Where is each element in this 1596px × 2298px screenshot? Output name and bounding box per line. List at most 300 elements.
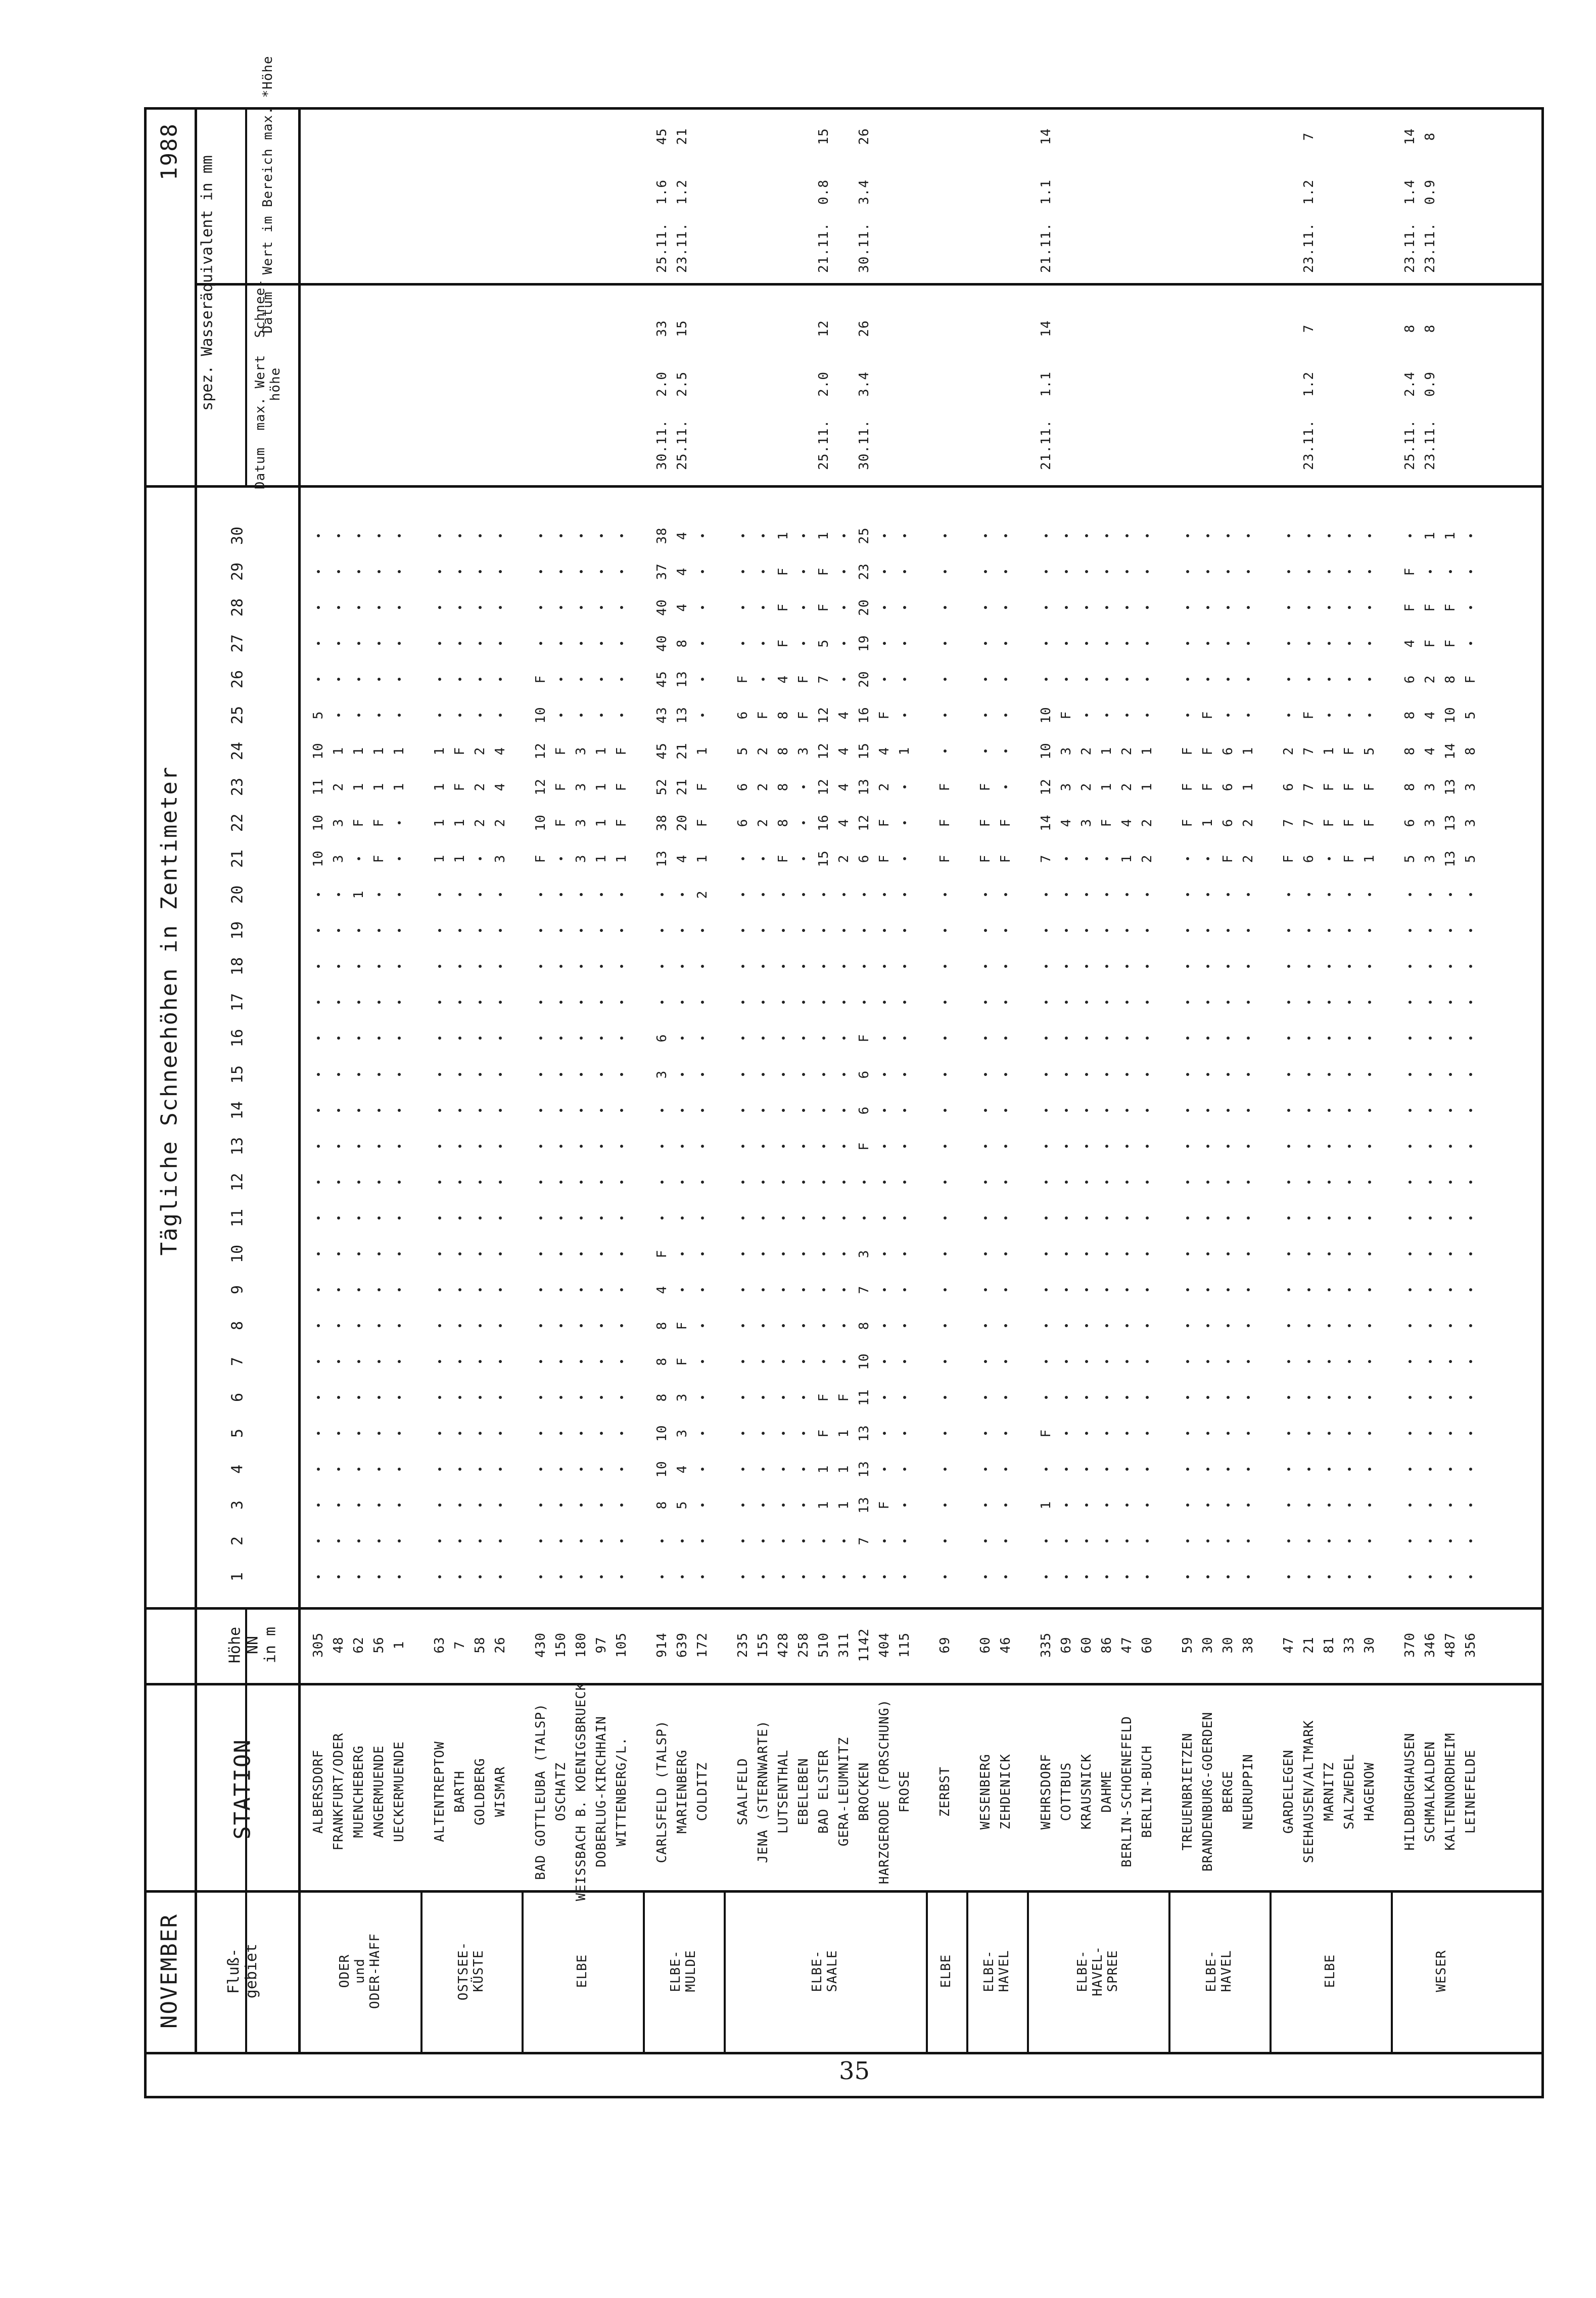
empty-day-marker (1227, 570, 1230, 573)
station-name: WISMAR (493, 1766, 508, 1817)
daily-value: F (978, 818, 993, 827)
grid-line-vertical (195, 107, 197, 2053)
empty-day-marker (337, 1432, 340, 1435)
station-name: UECKERMUENDE (392, 1741, 407, 1842)
empty-day-marker (580, 1324, 583, 1327)
empty-day-marker (762, 1324, 765, 1327)
empty-day-marker (357, 1181, 360, 1184)
empty-day-marker (337, 1324, 340, 1327)
empty-day-marker (600, 1360, 603, 1363)
empty-day-marker (762, 1539, 765, 1542)
empty-day-marker (458, 1432, 461, 1435)
daily-value: 40 (654, 635, 670, 652)
empty-day-marker (1449, 1145, 1452, 1148)
empty-day-marker (479, 1468, 482, 1471)
empty-day-marker (1227, 1216, 1230, 1220)
empty-day-marker (1307, 1539, 1310, 1542)
empty-day-marker (782, 1288, 785, 1291)
daily-value: 2 (473, 746, 488, 756)
daily-value: F (533, 675, 548, 684)
empty-day-marker (1348, 1432, 1351, 1435)
empty-day-marker (438, 1216, 441, 1220)
empty-day-marker (681, 1216, 684, 1220)
empty-day-marker (580, 1252, 583, 1255)
empty-day-marker (944, 1468, 947, 1471)
empty-day-marker (701, 1181, 704, 1184)
daily-value: 6 (1402, 675, 1418, 684)
daily-value: 12 (533, 778, 548, 795)
station-height: 30 (1200, 1636, 1215, 1654)
daily-value: 6 (1221, 782, 1236, 791)
empty-day-marker (1328, 570, 1331, 573)
empty-day-marker (479, 1109, 482, 1112)
empty-day-marker (337, 570, 340, 573)
daily-value: 40 (654, 599, 670, 616)
station-name: MARIENBERG (675, 1749, 690, 1834)
swe-max-value: 1.1 (1039, 371, 1054, 397)
daily-value: F (877, 854, 892, 863)
swe-max-value: 3.4 (857, 371, 872, 397)
empty-day-marker (337, 1288, 340, 1291)
daily-value: 2 (836, 854, 852, 863)
empty-day-marker (620, 1145, 623, 1148)
daily-value: 8 (1402, 746, 1418, 756)
empty-day-marker (883, 1252, 886, 1255)
empty-day-marker (600, 1539, 603, 1542)
daily-value: F (1301, 711, 1317, 720)
empty-day-marker (741, 1252, 744, 1255)
station-name: BERGE (1221, 1770, 1236, 1813)
station-height: 370 (1402, 1632, 1418, 1658)
empty-day-marker (802, 1539, 805, 1542)
empty-day-marker (539, 1181, 542, 1184)
empty-day-marker (661, 1216, 664, 1220)
empty-day-marker (741, 1073, 744, 1076)
grid-line-vertical (245, 107, 247, 485)
station-name: KALTENNORDHEIM (1443, 1732, 1458, 1851)
empty-day-marker (681, 1288, 684, 1291)
daily-value: F (1443, 603, 1458, 612)
empty-day-marker (357, 1073, 360, 1076)
daily-value: 4 (1423, 746, 1438, 756)
daily-value: 2 (1119, 782, 1135, 791)
day-header-9: 9 (228, 1285, 247, 1294)
empty-day-marker (620, 1216, 623, 1220)
station-name: BROCKEN (857, 1762, 872, 1821)
daily-value: 6 (1402, 818, 1418, 827)
daily-value: F (816, 1429, 831, 1438)
empty-day-marker (762, 1504, 765, 1507)
empty-day-marker (1469, 1324, 1472, 1327)
empty-day-marker (1206, 1468, 1209, 1471)
daily-value: 1 (594, 746, 609, 756)
empty-day-marker (802, 1360, 805, 1363)
grid-line-horizontal (195, 283, 1544, 286)
swe-range-value: 1.6 (654, 179, 670, 205)
empty-day-marker (458, 1109, 461, 1112)
swe-range-value: 1.2 (675, 179, 690, 205)
empty-day-marker (681, 1181, 684, 1184)
empty-day-marker (479, 570, 482, 573)
empty-day-marker (1146, 1575, 1149, 1578)
empty-day-marker (378, 570, 381, 573)
empty-day-marker (762, 1109, 765, 1112)
empty-day-marker (1186, 1288, 1189, 1291)
station-height: 30 (1362, 1636, 1377, 1654)
daily-value: F (553, 746, 569, 756)
empty-day-marker (1186, 1252, 1189, 1255)
daily-value: F (1099, 818, 1114, 827)
empty-day-marker (984, 1324, 987, 1327)
station-height: 155 (756, 1632, 771, 1658)
empty-day-marker (1105, 1073, 1108, 1076)
day-header-16: 16 (228, 1029, 247, 1048)
daily-value: 4 (836, 711, 852, 720)
empty-day-marker (378, 1396, 381, 1399)
empty-day-marker (1146, 1145, 1149, 1148)
station-height: 63 (432, 1636, 447, 1654)
swe-range-date: 21.11. (816, 222, 831, 273)
empty-day-marker (580, 1109, 583, 1112)
daily-value: F (452, 782, 467, 791)
empty-day-marker (600, 1504, 603, 1507)
empty-day-marker (842, 1109, 846, 1112)
empty-day-marker (600, 1073, 603, 1076)
empty-day-marker (1287, 1360, 1290, 1363)
empty-day-marker (1368, 1360, 1371, 1363)
daily-value: F (776, 639, 791, 648)
empty-day-marker (1328, 1575, 1331, 1578)
empty-day-marker (317, 1360, 320, 1363)
empty-day-marker (1227, 1109, 1230, 1112)
empty-day-marker (499, 1504, 502, 1507)
empty-day-marker (984, 1145, 987, 1148)
empty-day-marker (802, 1468, 805, 1471)
empty-day-marker (1186, 1360, 1189, 1363)
daily-value: 10 (311, 850, 326, 867)
empty-day-marker (762, 1468, 765, 1471)
empty-day-marker (1146, 1504, 1149, 1507)
empty-day-marker (1328, 1432, 1331, 1435)
empty-day-marker (1307, 1252, 1310, 1255)
swe-max-value: 1.2 (1301, 371, 1317, 397)
daily-value: F (553, 818, 569, 827)
empty-day-marker (782, 1468, 785, 1471)
daily-value: 1 (816, 1500, 831, 1510)
empty-day-marker (1105, 1145, 1108, 1148)
empty-day-marker (600, 1216, 603, 1220)
empty-day-marker (1105, 1216, 1108, 1220)
empty-day-marker (398, 1432, 401, 1435)
daily-value: 10 (857, 1353, 872, 1370)
empty-day-marker (944, 1252, 947, 1255)
daily-value: 13 (675, 671, 690, 688)
empty-day-marker (479, 1432, 482, 1435)
empty-day-marker (1206, 1181, 1209, 1184)
empty-day-marker (1105, 1504, 1108, 1507)
empty-day-marker (499, 1539, 502, 1542)
empty-day-marker (580, 1504, 583, 1507)
empty-day-marker (559, 1145, 562, 1148)
empty-day-marker (782, 1145, 785, 1148)
empty-day-marker (762, 1360, 765, 1363)
empty-day-marker (1429, 570, 1432, 573)
empty-day-marker (398, 1288, 401, 1291)
empty-day-marker (438, 1324, 441, 1327)
station-header: STATION (229, 1739, 256, 1840)
daily-value: 3 (574, 782, 589, 791)
swe-range-snow: 14 (1039, 128, 1054, 145)
empty-day-marker (1186, 1145, 1189, 1148)
empty-day-marker (559, 1109, 562, 1112)
empty-day-marker (1287, 1288, 1290, 1291)
empty-day-marker (701, 1324, 704, 1327)
empty-day-marker (782, 1109, 785, 1112)
empty-day-marker (802, 1252, 805, 1255)
empty-day-marker (378, 1288, 381, 1291)
empty-day-marker (822, 1360, 825, 1363)
empty-day-marker (1146, 1539, 1149, 1542)
empty-day-marker (1328, 1468, 1331, 1471)
daily-value: 4 (877, 746, 892, 756)
daily-value: 8 (776, 782, 791, 791)
basin-name: ELBE- MULDE (668, 1950, 698, 1992)
empty-day-marker (559, 1504, 562, 1507)
station-height: 487 (1443, 1632, 1458, 1658)
empty-day-marker (580, 1073, 583, 1076)
empty-day-marker (944, 534, 947, 537)
empty-day-marker (539, 570, 542, 573)
empty-day-marker (580, 1288, 583, 1291)
daily-value: F (776, 854, 791, 863)
empty-day-marker (438, 1109, 441, 1112)
empty-day-marker (620, 1324, 623, 1327)
daily-value: F (1180, 818, 1195, 827)
daily-value: F (533, 854, 548, 863)
daily-value: F (1322, 818, 1337, 827)
empty-day-marker (1125, 1181, 1129, 1184)
station-name: BRANDENBURG-GOERDEN (1200, 1711, 1215, 1872)
day-header-6: 6 (228, 1392, 247, 1402)
empty-day-marker (479, 1396, 482, 1399)
empty-day-marker (539, 1073, 542, 1076)
empty-day-marker (1449, 1360, 1452, 1363)
empty-day-marker (802, 1216, 805, 1220)
station-name: SCHMALKALDEN (1423, 1741, 1438, 1842)
day-header-21: 21 (228, 850, 247, 868)
day-header-15: 15 (228, 1065, 247, 1084)
daily-value: F (796, 711, 811, 720)
daily-value: 12 (857, 814, 872, 831)
empty-day-marker (317, 570, 320, 573)
daily-value: 4 (675, 603, 690, 612)
daily-value: F (877, 711, 892, 720)
empty-day-marker (1429, 1504, 1432, 1507)
empty-day-marker (903, 1432, 906, 1435)
empty-day-marker (600, 1324, 603, 1327)
empty-day-marker (1065, 1145, 1068, 1148)
daily-value: 6 (1221, 818, 1236, 827)
empty-day-marker (357, 1468, 360, 1471)
empty-day-marker (1085, 1324, 1088, 1327)
empty-day-marker (1469, 570, 1472, 573)
empty-day-marker (499, 1288, 502, 1291)
empty-day-marker (1065, 1360, 1068, 1363)
station-name: CARLSFELD (TALSP) (654, 1720, 670, 1863)
empty-day-marker (762, 1252, 765, 1255)
daily-value: 5 (311, 711, 326, 720)
day-header-22: 22 (228, 814, 247, 832)
empty-day-marker (1429, 1324, 1432, 1327)
empty-day-marker (317, 1539, 320, 1542)
empty-day-marker (842, 1073, 846, 1076)
empty-day-marker (701, 1073, 704, 1076)
empty-day-marker (741, 1396, 744, 1399)
empty-day-marker (883, 1145, 886, 1148)
empty-day-marker (1287, 1504, 1290, 1507)
empty-day-marker (762, 570, 765, 573)
empty-day-marker (1085, 1288, 1088, 1291)
empty-day-marker (438, 1504, 441, 1507)
empty-day-marker (600, 1252, 603, 1255)
empty-day-marker (1348, 1145, 1351, 1148)
empty-day-marker (1368, 1396, 1371, 1399)
empty-day-marker (1045, 1181, 1048, 1184)
empty-day-marker (842, 1252, 846, 1255)
empty-day-marker (1449, 1073, 1452, 1076)
daily-value: 11 (857, 1389, 872, 1406)
daily-value: 10 (1039, 742, 1054, 760)
daily-value: 25 (857, 527, 872, 544)
empty-day-marker (1469, 1539, 1472, 1542)
daily-value: 1 (1241, 782, 1256, 791)
empty-day-marker (1045, 1324, 1048, 1327)
empty-day-marker (1206, 1145, 1209, 1148)
basin-name: ELBE- SAALE (810, 1950, 840, 1992)
daily-value: 1 (816, 1465, 831, 1474)
day-header-8: 8 (228, 1321, 247, 1330)
empty-day-marker (802, 1396, 805, 1399)
empty-day-marker (903, 1109, 906, 1112)
daily-value: F (978, 782, 993, 791)
empty-day-marker (1004, 1288, 1007, 1291)
empty-day-marker (1429, 1396, 1432, 1399)
empty-day-marker (1186, 1539, 1189, 1542)
daily-value: 4 (493, 782, 508, 791)
empty-day-marker (1368, 1468, 1371, 1471)
empty-day-marker (1004, 1109, 1007, 1112)
daily-value: F (1039, 1429, 1054, 1438)
empty-day-marker (842, 534, 846, 537)
daily-value: 43 (654, 707, 670, 724)
empty-day-marker (1085, 1073, 1088, 1076)
daily-value: 4 (675, 531, 690, 540)
station-height: 69 (1059, 1636, 1074, 1654)
empty-day-marker (1004, 1539, 1007, 1542)
empty-day-marker (1125, 1109, 1129, 1112)
empty-day-marker (903, 534, 906, 537)
swe-range-snow: 14 (1402, 128, 1418, 145)
daily-value: 12 (816, 778, 831, 795)
empty-day-marker (883, 1109, 886, 1112)
empty-day-marker (458, 1396, 461, 1399)
daily-value: 1 (1423, 531, 1438, 540)
station-name: EBELEBEN (796, 1758, 811, 1825)
empty-day-marker (1328, 1181, 1331, 1184)
empty-day-marker (903, 1324, 906, 1327)
daily-value: 1 (351, 746, 366, 756)
empty-day-marker (1146, 1216, 1149, 1220)
empty-day-marker (539, 1432, 542, 1435)
empty-day-marker (499, 1575, 502, 1578)
empty-day-marker (883, 1288, 886, 1291)
swe-range-date: 23.11. (1301, 222, 1317, 273)
empty-day-marker (1307, 570, 1310, 573)
empty-day-marker (620, 534, 623, 537)
daily-value: 1 (1140, 746, 1155, 756)
daily-value: F (1180, 782, 1195, 791)
empty-day-marker (701, 1288, 704, 1291)
empty-day-marker (741, 1216, 744, 1220)
empty-day-marker (762, 1181, 765, 1184)
page-number: 35 (839, 2057, 870, 2085)
empty-day-marker (539, 1288, 542, 1291)
empty-day-marker (357, 1360, 360, 1363)
daily-value: 4 (1402, 639, 1418, 648)
empty-day-marker (1186, 1073, 1189, 1076)
empty-day-marker (802, 1504, 805, 1507)
daily-value: 2 (1241, 854, 1256, 863)
empty-day-marker (580, 1145, 583, 1148)
empty-day-marker (317, 1252, 320, 1255)
empty-day-marker (499, 570, 502, 573)
empty-day-marker (337, 1575, 340, 1578)
empty-day-marker (317, 1324, 320, 1327)
empty-day-marker (1146, 1432, 1149, 1435)
empty-day-marker (701, 570, 704, 573)
swe-max-header: Datum max. Wert Schnee- höhe (253, 278, 283, 490)
daily-value: F (857, 1142, 872, 1150)
empty-day-marker (802, 1109, 805, 1112)
empty-day-marker (539, 1360, 542, 1363)
empty-day-marker (1368, 1504, 1371, 1507)
empty-day-marker (398, 1396, 401, 1399)
swe-max-date: 25.11. (816, 419, 831, 470)
empty-day-marker (1287, 1181, 1290, 1184)
day-header-7: 7 (228, 1356, 247, 1366)
swe-range-snow: 26 (857, 128, 872, 145)
empty-day-marker (903, 1468, 906, 1471)
empty-day-marker (701, 1468, 704, 1471)
empty-day-marker (559, 1252, 562, 1255)
empty-day-marker (357, 570, 360, 573)
empty-day-marker (782, 1504, 785, 1507)
swe-range-snow: 8 (1423, 132, 1438, 141)
station-name: HARZGERODE (FORSCHUNG) (877, 1699, 892, 1885)
empty-day-marker (782, 1252, 785, 1255)
empty-day-marker (782, 1432, 785, 1435)
empty-day-marker (620, 1360, 623, 1363)
empty-day-marker (1287, 1145, 1290, 1148)
empty-day-marker (1409, 1396, 1412, 1399)
empty-day-marker (1065, 1073, 1068, 1076)
daily-value: F (756, 711, 771, 720)
daily-value: 1 (1099, 746, 1114, 756)
empty-day-marker (1409, 1575, 1412, 1578)
empty-day-marker (620, 1252, 623, 1255)
empty-day-marker (842, 1181, 846, 1184)
empty-day-marker (701, 1539, 704, 1542)
